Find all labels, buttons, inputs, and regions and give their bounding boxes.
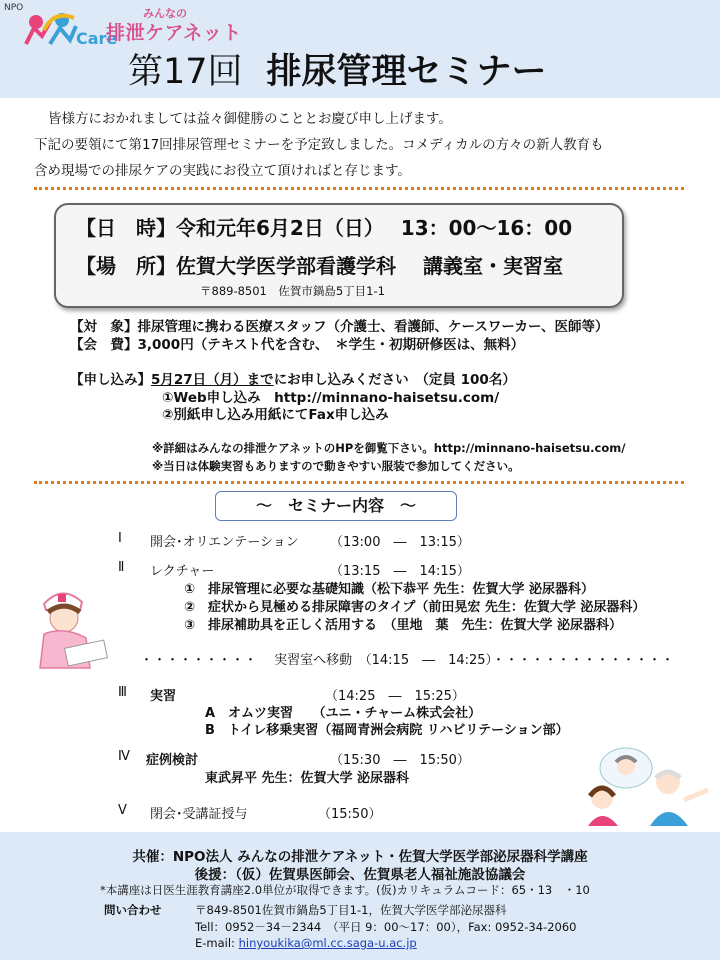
intro-line-3: 含め現場での排尿ケアの実践にお役立て頂ければと存じます。	[34, 163, 411, 179]
lecture-1: ① 排尿管理に必要な基礎知識（松下恭平 先生：佐賀大学 泌尿器科）	[184, 582, 595, 597]
intro-line-1: 皆様方におかれましては益々御健勝のこととお慶び申し上げます。	[48, 111, 452, 127]
host-line: 共催：NPO法人 みんなの排泄ケアネット・佐賀大学医学部泌尿器科学講座	[132, 849, 588, 865]
item-v-num: Ⅴ	[118, 803, 127, 818]
credit-line: *本講座は日医生涯教育講座2.0単位が取得できます。(仮)カリキュラムコード：65・13 ・10	[100, 883, 590, 897]
apply-line	[70, 368, 516, 388]
note-2: ※当日は体験実習もありますので動きやすい服装で参加してください。	[152, 459, 520, 473]
family-illustration-icon	[580, 740, 716, 828]
note-1: ※詳細はみんなの排泄ケアネットのHPを御覧下さい。http://minnano-haisetsu.com/	[152, 441, 626, 455]
content-title: 〜 セミナー内容 〜	[215, 491, 457, 521]
case-presenter: 東武昇平 先生：佐賀大学 泌尿器科	[205, 771, 410, 786]
date-line: 【日 時】令和元年6月2日（日） 13：00〜16：00	[76, 216, 573, 240]
web-apply[interactable]: ①Web申し込み http://minnano-haisetsu.com/	[162, 390, 500, 406]
logo-care-text: Care	[76, 29, 118, 48]
care-logo-icon	[20, 6, 118, 48]
item-iv-time: （15:30 ― 15:50）	[330, 753, 470, 768]
divider	[34, 187, 684, 190]
practice-b: B トイレ移乗実習（福岡青洲会病院 リハビリテーション部）	[205, 723, 569, 738]
email-link[interactable]: hinyoukika@ml.cc.saga-u.ac.jp	[238, 936, 417, 950]
lecture-2: ② 症状から見極める排尿障害のタイプ（前田晃宏 先生：佐賀大学 泌尿器科）	[184, 600, 646, 615]
item-iii-time: （14:25 ― 15:25）	[325, 689, 465, 704]
intro-line-2: 下記の要領にて第17回排尿管理セミナーを予定致しました。コメディカルの方々の新人教育も	[34, 137, 604, 153]
npo-label: NPO	[4, 3, 24, 13]
item-iv-num: Ⅳ	[118, 749, 130, 764]
title-main: 排尿管理セミナー	[266, 52, 547, 92]
move-line: ・・・・・・・・・ 実習室へ移動 （14:15 ― 14:25）・・・・・・・・・・・・・・	[140, 653, 675, 668]
item-v-time: （15:50）	[318, 807, 382, 822]
fee-line: 【会 費】3,000円（テキスト代を含む、 ＊学生・初期研修医は、無料）	[70, 337, 525, 353]
item-ii-num: Ⅱ	[118, 560, 125, 575]
title-number: 第17回	[128, 52, 243, 92]
email-label: E-mail:	[195, 936, 239, 950]
logo-name: 排泄ケアネット	[106, 22, 242, 44]
intro-text	[34, 106, 684, 184]
contact-label: 問い合わせ	[104, 903, 162, 917]
contact-tel: Tell：0952－34－2344 （平日 9：00〜17：00），Fax: 0952-34-2060	[195, 920, 577, 934]
item-i-num: Ⅰ	[118, 531, 122, 546]
item-iii-label: 実習	[150, 689, 177, 704]
apply-label: 【申し込み】	[70, 372, 151, 388]
contact-address: 〒849-8501佐賀市鍋島5丁目1-1，佐賀大学医学部泌尿器科	[195, 903, 507, 917]
fax-apply: ②別紙申し込み用紙にてFax申し込み	[162, 407, 389, 423]
item-iv-label: 症例検討	[146, 753, 199, 768]
lecture-3: ③ 排尿補助具を正しく活用する （里地 葉 先生：佐賀大学 泌尿器科）	[184, 618, 623, 633]
divider	[34, 481, 684, 484]
practice-a: A オムツ実習 （ユニ・チャーム株式会社）	[205, 706, 482, 721]
apply-deadline: 5月27日（月）まで	[151, 372, 274, 388]
logo-sub: みんなの	[143, 7, 187, 20]
item-v-label: 閉会･受講証授与	[150, 807, 248, 822]
item-i-label: 開会･オリエンテーション	[150, 535, 299, 550]
item-iii-num: Ⅲ	[118, 685, 127, 700]
place-line: 【場 所】佐賀大学医学部看護学科 講義室・実習室	[76, 254, 563, 278]
contact-email-line	[195, 936, 417, 950]
target-line: 【対 象】排尿管理に携わる医療スタッフ（介護士、看護師、ケースワーカー、医師等）	[70, 319, 609, 335]
nurse-illustration-icon	[30, 582, 112, 674]
item-i-time: （13:00 ― 13:15）	[330, 535, 470, 550]
page-title	[128, 44, 547, 94]
support-line: 後援：（仮）佐賀県医師会、佐賀県老人福祉施設協議会	[194, 867, 526, 883]
item-ii-time: （13:15 ― 14:15）	[330, 564, 470, 579]
apply-rest: にお申し込みください （定員 100名）	[273, 372, 516, 388]
venue-address: 〒889-8501 佐賀市鍋島5丁目1-1	[200, 284, 385, 298]
item-ii-label: レクチャー	[150, 564, 215, 579]
